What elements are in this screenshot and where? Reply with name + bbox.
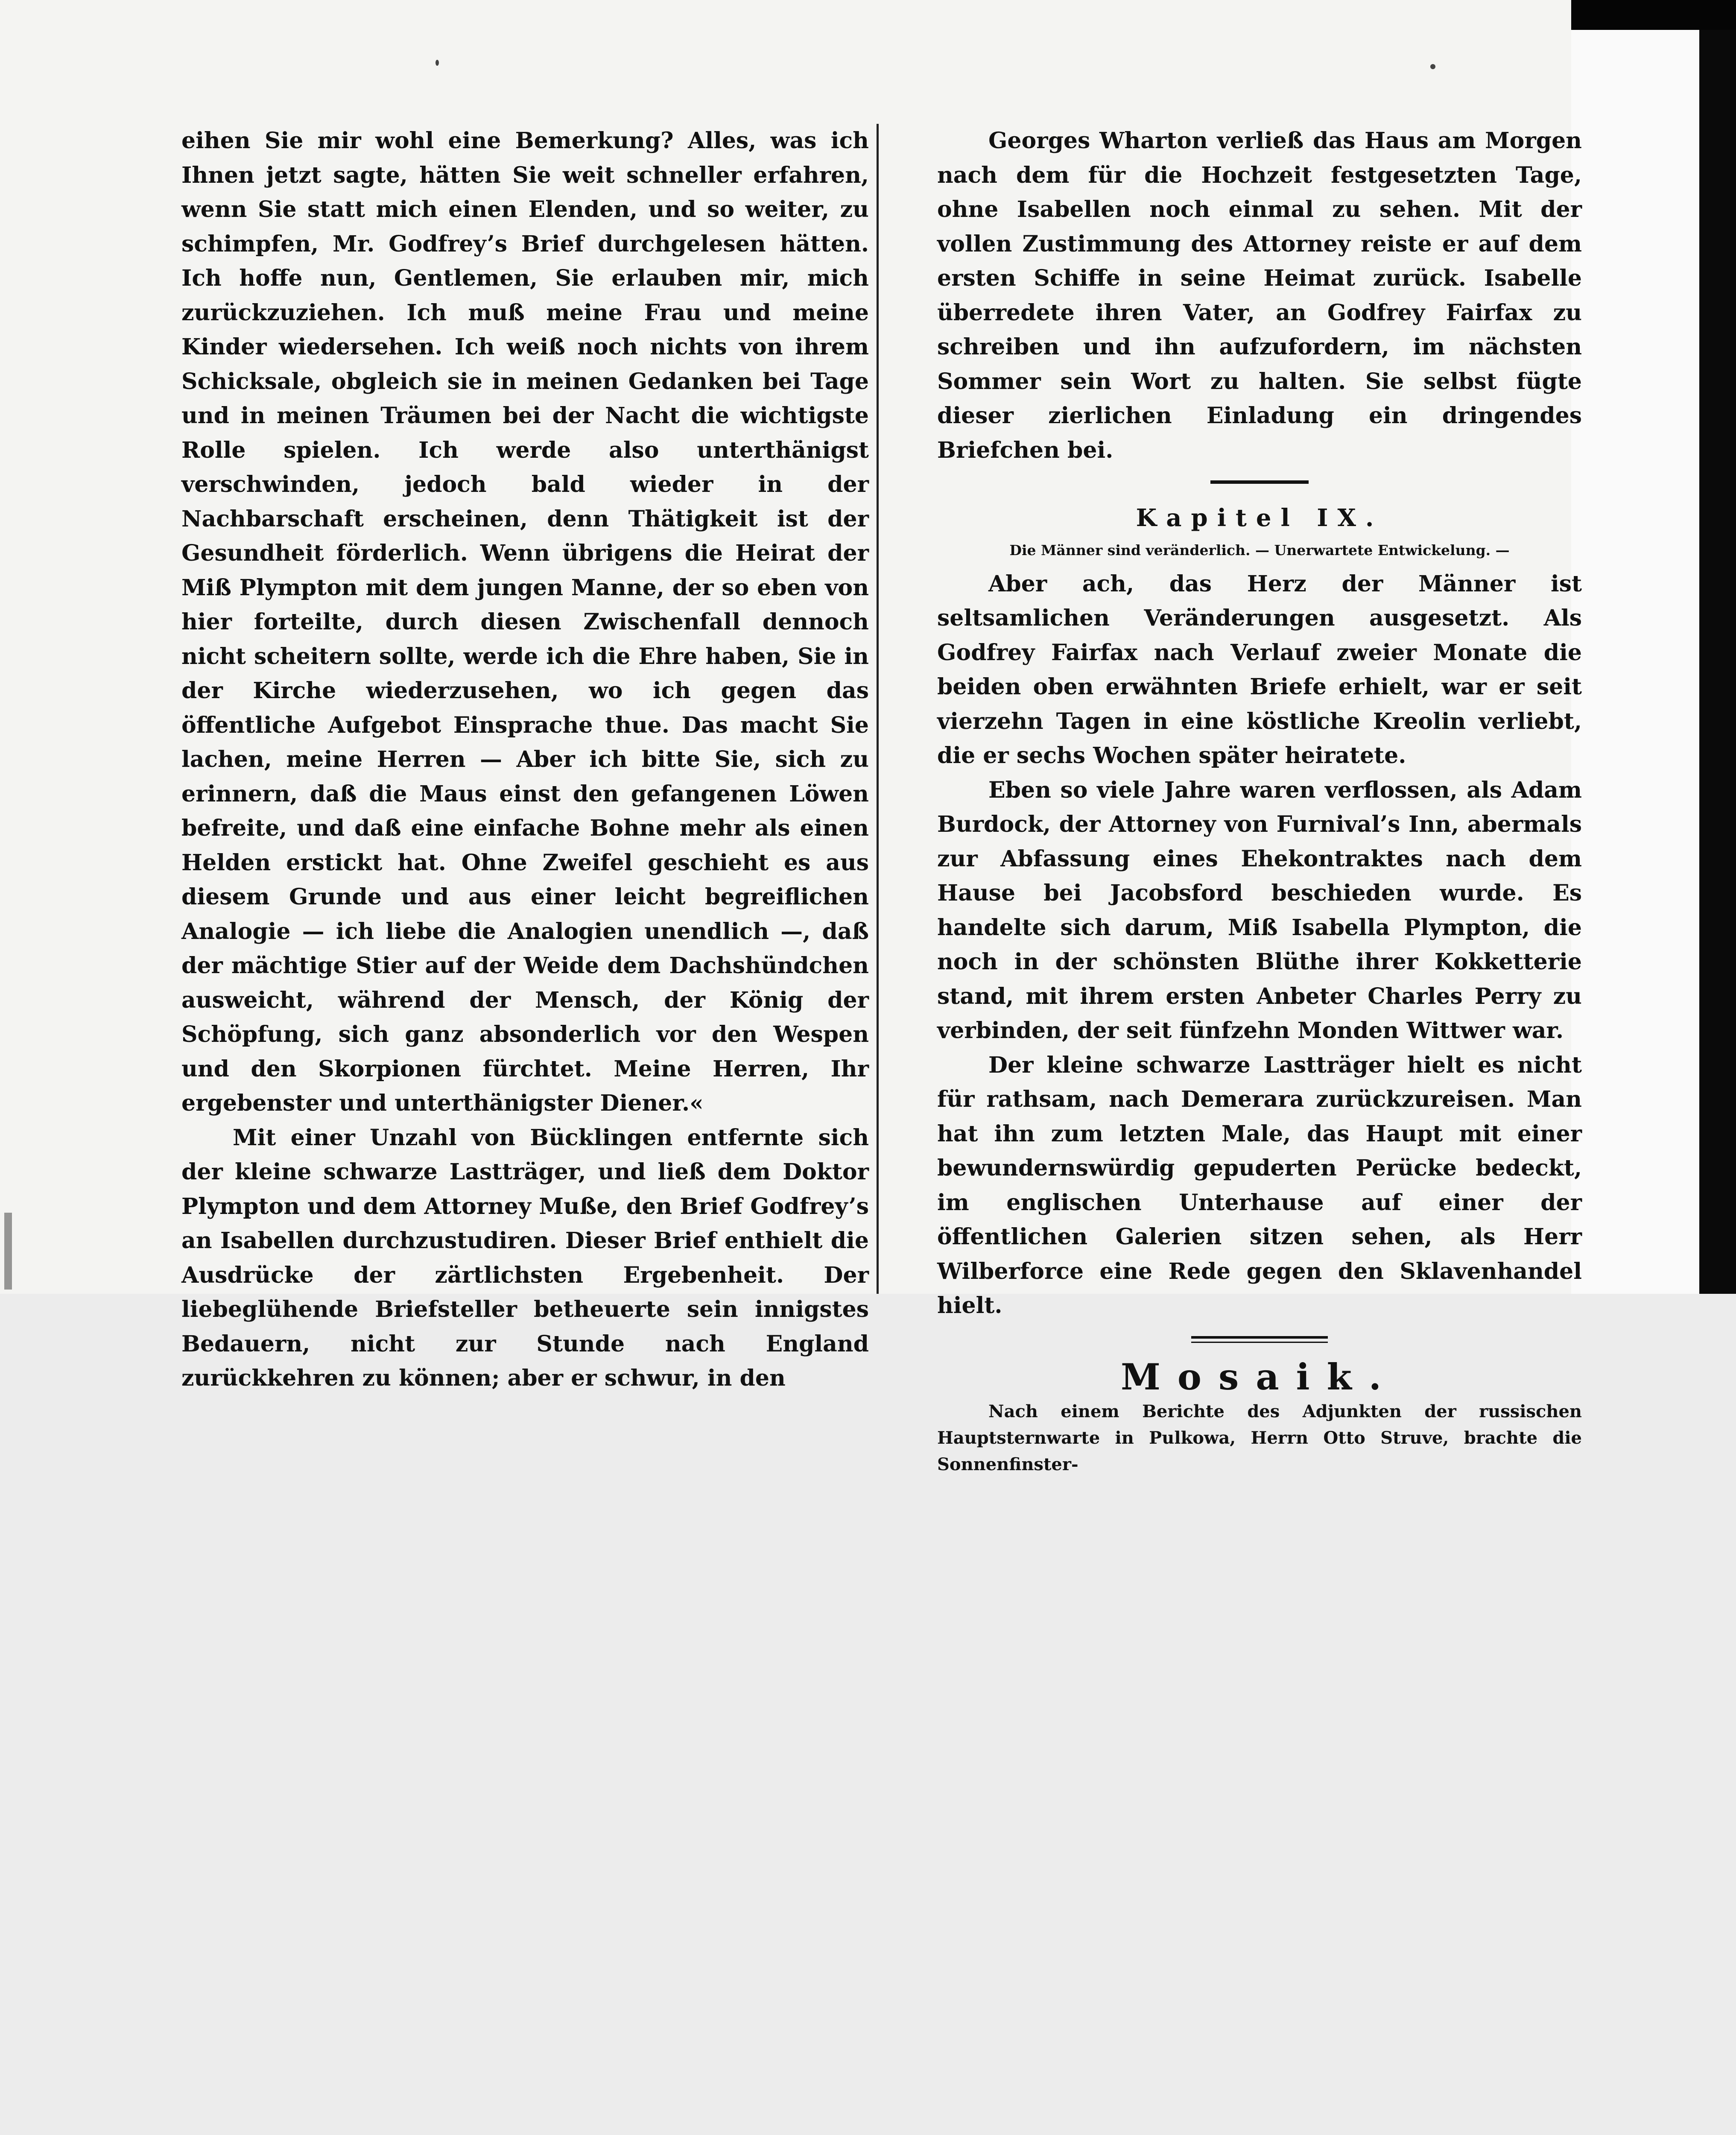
scan-border-right [1699,30,1736,1294]
dust-speck [1430,64,1435,69]
right-paragraph-1: Georges Wharton verließ das Haus am Morgen nach dem für die Hochzeit festgesetzten Tage, ohne Isabellen noch einmal zu sehen. Mit der vollen Zustimmung des Attorney reiste er auf dem ersten Schiffe in seine Heimat zurück. Isabelle überredete ihren Vater, an Godfrey Fairfax zu schreiben und ihn aufzufordern, im nächsten Sommer sein Wort zu halten. Sie selbst fügte dieser zierlichen Einladung ein dringendes Briefchen bei. [937,128,1582,463]
binding-shadow [4,1213,12,1290]
chapter-subtitle: Die Männer sind veränderlich. — Unerwartete Entwickelung. — [1009,541,1510,559]
dust-speck [435,60,439,66]
chapter-title: Kapitel IX. [1136,504,1383,532]
right-paragraph-3: Eben so viele Jahre waren verflossen, als Adam Burdock, der Attorney von Furnival’s Inn, abermals zur Abfassung eines Ehekontraktes nach dem Hause bei Jacobsford beschieden wurde. Es handelte sich darum, Miß Isabella Plympton, die noch in der schönsten Blüthe ihrer Kokketterie stand, mit ihrem ersten Anbeter Charles Perry zu verbinden, der seit fünfzehn Monden Wittwer war. [937,777,1582,1044]
left-paragraph-2: Mit einer Unzahl von Bücklingen entfernte sich der kleine schwarze Lastträger, und ließ dem Doktor Plympton und dem Attorney Muße, den Brief Godfrey’s an Isabellen durchzustudiren. Dieser Brief enthielt die Ausdrücke der zärtlichsten Ergebenheit. Der liebeglühende Briefsteller betheuerte sein innigstes Bedauern, nicht zur Stunde nach England zurückkehren zu können; aber er schwur, in den [181,1124,869,1391]
left-column [181,124,869,1396]
scan-border-top [1571,0,1736,30]
right-paragraph-4: Der kleine schwarze Lastträger hielt es nicht für rathsam, nach Demerara zurückzureisen. Man hat ihn zum letzten Male, das Haupt mit einer bewundernswürdig gepuderten Perücke bedeckt, im englischen Unterhause auf einer der öffentlichen Galerien sitzen sehen, als Herr Wilberforce eine Rede gegen den Sklavenhandel hielt. [937,1052,1582,1319]
right-paragraph-2: Aber ach, das Herz der Männer ist seltsamlichen Veränderungen ausgesetzt. Als Godfrey Fairfax nach Verlauf zweier Monate die beiden oben erwähnten Briefe erhielt, war er seit vierzehn Tagen in eine köstliche Kreolin verliebt, die er sechs Wochen später heiratete. [937,570,1582,769]
mosaik-paragraph: Nach einem Berichte des Adjunkten der russischen Hauptsternwarte in Pulkowa, Herrn Otto Struve, brachte die Sonnenfinster- [937,1401,1582,1474]
mosaik-title: Mosaik. [1120,1355,1399,1398]
double-rule [1191,1336,1328,1343]
left-paragraph-1: eihen Sie mir wohl eine Bemerkung? Alles, was ich Ihnen jetzt sagte, hätten Sie weit schneller erfahren, wenn Sie statt mich einen Elenden, und so weiter, zu schimpfen, Mr. Godfrey’s Brief durchgelesen hätten. Ich hoffe nun, Gentlemen, Sie erlauben mir, mich zurückzuziehen. Ich muß meine Frau und meine Kinder wiedersehen. Ich weiß noch nichts von ihrem Schicksale, obgleich sie in meinen Gedanken bei Tage und in meinen Träumen bei der Nacht die wichtigste Rolle spielen. Ich werde also unterthänigst verschwinden, jedoch bald wieder in der Nachbarschaft erscheinen, denn Thätigkeit ist der Gesundheit förderlich. Wenn übrigens die Heirat der Miß Plympton mit dem jungen Manne, der so eben von hier forteilte, durch diesen Zwischenfall dennoch nicht scheitern sollte, werde ich die Ehre haben, Sie in der Kirche wiederzusehen, wo ich gegen das öffentliche Aufgebot Einsprache thue. Das macht Sie lachen, meine Herren — Aber ich bitte Sie, sich zu erinnern, daß die Maus einst den gefangenen Löwen befreite, und daß eine einfache Bohne mehr als einen Helden erstickt hat. Ohne Zweifel geschieht es aus diesem Grunde und aus einer leicht begreiflichen Analogie — ich liebe die Analogien unendlich —, daß der mächtige Stier auf der Weide dem Dachshündchen ausweicht, während der Mensch, der König der Schöpfung, sich ganz absonderlich vor den Wespen und den Skorpionen fürchtet. Meine Herren, Ihr ergebenster und unterthänigster Diener.« [181,128,869,1116]
column-divider [877,124,879,1294]
section-rule [1210,480,1309,484]
right-column [937,124,1582,1478]
